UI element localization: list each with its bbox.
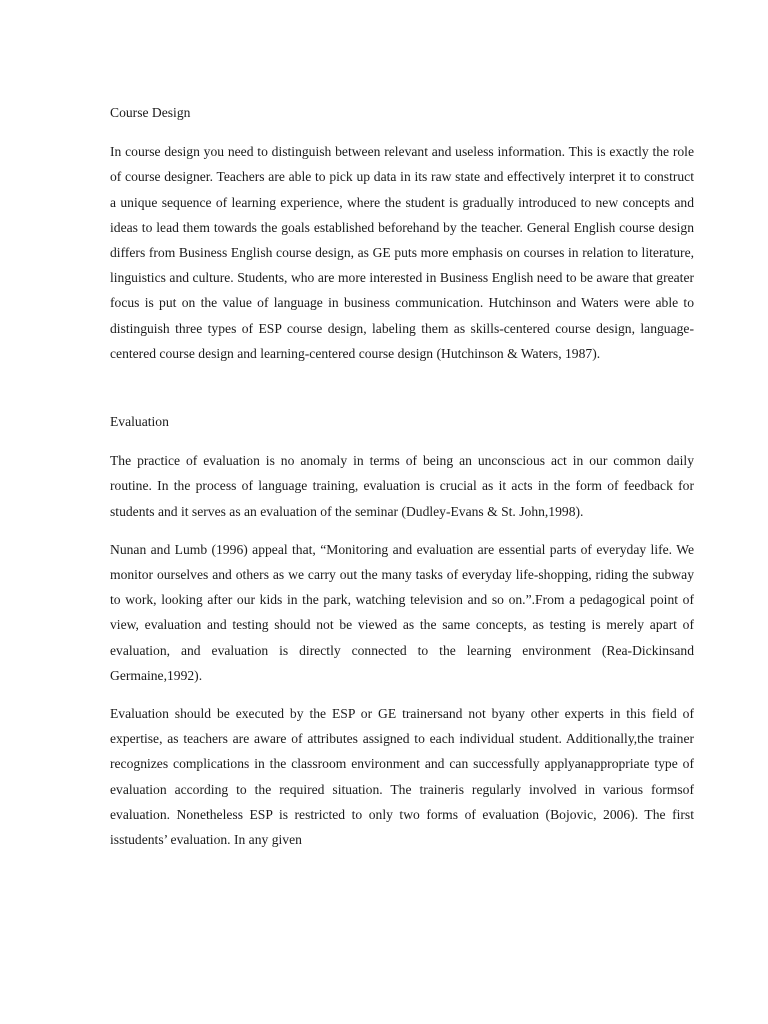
course-design-paragraph: In course design you need to distinguish between relevant and useless information. This is exactly the role of course designer. Teachers are able to pick up data in its raw state and effectively interpret it to construct a unique sequence of learning experience, where the student is gradually introduced to new concepts and ideas to lead them towards the goals established beforehand by the teacher. General English course design differs from Business English course design, as GE puts more emphasis on courses in relation to literature, linguistics and culture. Students, who are more interested in Business English need to be aware that greater focus is put on the value of language in business communication. Hutchinson and Waters were able to distinguish three types of ESP course design, labeling them as skills-centered course design, language-centered course design and learning-centered course design (Hutchinson & Waters, 1987).: [110, 144, 694, 361]
evaluation-paragraph-2: Nunan and Lumb (1996) appeal that, “Monitoring and evaluation are essential parts of everyday life. We monitor ourselves and others as we carry out the many tasks of everyday life-shopping, riding the subway to work, looking after our kids in the park, watching television and so on.”.From a pedagogical point of view, evaluation and testing should not be viewed as the same concepts, as testing is merely apart of evaluation, and evaluation is directly connected to the learning environment (Rea-Dickinsand Germaine,1992).: [110, 541, 694, 683]
evaluation-paragraph-1: The practice of evaluation is no anomaly in terms of being an unconscious act in our common daily routine. In the process of language training, evaluation is crucial as it acts in the form of feedback for students and it serves as an evaluation of the seminar (Dudley-Evans & St. John,1998).: [110, 453, 694, 519]
evaluation-paragraph-3: Evaluation should be executed by the ESP or GE trainersand not byany other experts in this field of expertise, as teachers are aware of attributes assigned to each individual student. Additionally,the trainer recognizes complications in the classroom environment and can successfully applyanappropriate type of evaluation according to the required situation. The traineris regularly involved in various formsof evaluation. Nonetheless ESP is restricted to only two forms of evaluation (Bojovic, 2006). The first isstudents’ evaluation. In any given: [110, 706, 694, 848]
section-spacer: [110, 379, 694, 409]
section-heading-course-design: Course Design: [110, 105, 191, 120]
section-heading-evaluation: Evaluation: [110, 414, 169, 430]
document-page: [110, 100, 694, 865]
